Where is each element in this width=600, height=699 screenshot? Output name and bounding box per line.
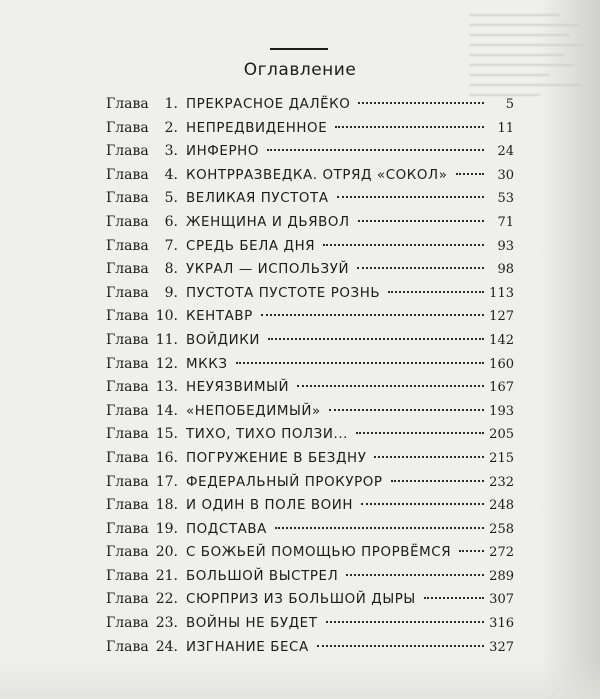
- toc-entry: [106, 591, 514, 615]
- toc-heading: Оглавление: [243, 60, 357, 80]
- toc-entry: [106, 497, 514, 521]
- dot-leader: [261, 314, 484, 316]
- chapter-word: Глава: [106, 119, 149, 136]
- chapter-page-number: 272: [489, 545, 514, 561]
- toc-entry: [106, 167, 514, 191]
- chapter-word: Глава: [106, 520, 149, 537]
- chapter-number: 12.: [155, 355, 178, 372]
- chapter-title: СРЕДЬ БЕЛА ДНЯ: [186, 238, 316, 254]
- heading-rule: [270, 48, 328, 50]
- chapter-number: 15.: [155, 426, 178, 443]
- chapter-page-number: 205: [489, 427, 514, 443]
- chapter-number: 23.: [155, 615, 178, 632]
- chapter-page-number: 193: [489, 403, 514, 419]
- chapter-title: ПУСТОТА ПУСТОТЕ РОЗНЬ: [186, 285, 381, 301]
- chapter-page-number: 53: [497, 191, 514, 207]
- chapter-word: Глава: [106, 497, 149, 514]
- chapter-title: ТИХО, ТИХО ПОЛЗИ...: [186, 427, 349, 443]
- chapter-page-number: 24: [497, 144, 514, 160]
- dot-leader: [391, 480, 484, 482]
- chapter-page-number: 232: [489, 474, 514, 490]
- dot-leader: [236, 362, 484, 364]
- chapter-number: 7.: [164, 237, 178, 254]
- chapter-word: Глава: [106, 355, 149, 372]
- chapter-word: Глава: [106, 567, 149, 584]
- toc-entry: [106, 426, 514, 450]
- chapter-title: ИЗГНАНИЕ БЕСА: [186, 639, 309, 655]
- chapter-title: ВОЙДИКИ: [186, 332, 260, 348]
- chapter-number: 19.: [155, 520, 178, 537]
- chapter-number: 8.: [164, 261, 178, 278]
- chapter-title: С БОЖЬЕЙ ПОМОЩЬЮ ПРОРВЁМСЯ: [186, 545, 452, 561]
- chapter-word: Глава: [106, 331, 149, 348]
- chapter-title: ЖЕНЩИНА И ДЬЯВОЛ: [186, 214, 350, 230]
- chapter-word: Глава: [106, 284, 149, 301]
- table-of-contents: [106, 96, 514, 662]
- chapter-page-number: 30: [497, 167, 514, 183]
- chapter-number: 9.: [164, 284, 178, 301]
- chapter-number: 22.: [155, 591, 178, 608]
- dot-leader: [329, 409, 484, 411]
- dot-leader: [388, 291, 484, 293]
- chapter-page-number: 142: [489, 332, 514, 348]
- dot-leader: [297, 385, 484, 387]
- toc-entry: [106, 615, 514, 639]
- toc-entry: [106, 190, 514, 214]
- chapter-title: КОНТРРАЗВЕДКА. ОТРЯД «СОКОЛ»: [186, 167, 448, 183]
- chapter-page-number: 307: [489, 592, 514, 608]
- chapter-number: 5.: [164, 190, 178, 207]
- dot-leader: [424, 597, 484, 599]
- toc-entry: [106, 544, 514, 568]
- toc-entry: [106, 96, 514, 120]
- chapter-title: И ОДИН В ПОЛЕ ВОИН: [186, 498, 354, 514]
- toc-entry: [106, 285, 514, 309]
- dot-leader: [337, 196, 484, 198]
- chapter-page-number: 316: [489, 616, 514, 632]
- chapter-number: 11.: [155, 331, 178, 348]
- chapter-word: Глава: [106, 143, 149, 160]
- chapter-number: 17.: [155, 473, 178, 490]
- chapter-number: 16.: [155, 449, 178, 466]
- page-bottom-shadow: [0, 659, 600, 699]
- toc-entry: [106, 356, 514, 380]
- chapter-word: Глава: [106, 615, 149, 632]
- chapter-number: 3.: [164, 143, 178, 160]
- chapter-number: 10.: [155, 308, 178, 325]
- chapter-page-number: 258: [489, 521, 514, 537]
- toc-entry: [106, 261, 514, 285]
- dot-leader: [323, 244, 484, 246]
- toc-entry: [106, 403, 514, 427]
- chapter-page-number: 5: [505, 97, 514, 112]
- chapter-word: Глава: [106, 379, 149, 396]
- chapter-title: ВОЙНЫ НЕ БУДЕТ: [186, 616, 318, 632]
- chapter-number: 4.: [164, 166, 178, 183]
- toc-entry: [106, 450, 514, 474]
- chapter-page-number: 215: [489, 450, 514, 466]
- chapter-title: ВЕЛИКАЯ ПУСТОТА: [186, 191, 329, 207]
- dot-leader: [459, 550, 484, 552]
- chapter-number: 18.: [155, 497, 178, 514]
- dot-leader: [317, 645, 484, 647]
- chapter-word: Глава: [106, 449, 149, 466]
- chapter-page-number: 11: [497, 120, 514, 136]
- chapter-title: БОЛЬШОЙ ВЫСТРЕЛ: [186, 568, 339, 584]
- chapter-word: Глава: [106, 402, 149, 419]
- dot-leader: [358, 102, 484, 104]
- chapter-title: НЕПРЕДВИДЕННОЕ: [186, 120, 328, 136]
- chapter-number: 1.: [164, 96, 178, 112]
- chapter-page-number: 289: [489, 568, 514, 584]
- chapter-page-number: 127: [489, 309, 514, 325]
- chapter-title: СЮРПРИЗ ИЗ БОЛЬШОЙ ДЫРЫ: [186, 592, 416, 608]
- chapter-title: ПОДСТАВА: [186, 521, 267, 537]
- toc-entry: [106, 639, 514, 663]
- chapter-title: ПРЕКРАСНОЕ ДАЛЁКО: [186, 97, 351, 112]
- chapter-page-number: 113: [489, 285, 514, 301]
- chapter-word: Глава: [106, 166, 149, 183]
- chapter-page-number: 327: [489, 639, 514, 655]
- chapter-number: 21.: [155, 567, 178, 584]
- chapter-number: 24.: [155, 638, 178, 655]
- toc-entry: [106, 120, 514, 144]
- chapter-number: 20.: [155, 544, 178, 561]
- toc-entry: [106, 474, 514, 498]
- dot-leader: [356, 432, 484, 434]
- chapter-page-number: 98: [497, 262, 514, 278]
- page-edge-shadow: [540, 0, 600, 699]
- chapter-title: ИНФЕРНО: [186, 144, 259, 160]
- toc-entry: [106, 568, 514, 592]
- chapter-word: Глава: [106, 190, 149, 207]
- dot-leader: [358, 220, 484, 222]
- chapter-word: Глава: [106, 261, 149, 278]
- chapter-word: Глава: [106, 473, 149, 490]
- chapter-number: 6.: [164, 213, 178, 230]
- chapter-word: Глава: [106, 638, 149, 655]
- chapter-word: Глава: [106, 308, 149, 325]
- chapter-number: 2.: [164, 119, 178, 136]
- toc-entry: [106, 332, 514, 356]
- chapter-title: ПОГРУЖЕНИЕ В БЕЗДНУ: [186, 450, 367, 466]
- dot-leader: [357, 267, 484, 269]
- toc-entry: [106, 379, 514, 403]
- dot-leader: [346, 574, 484, 576]
- dot-leader: [326, 621, 484, 623]
- toc-entry: [106, 143, 514, 167]
- chapter-word: Глава: [106, 213, 149, 230]
- dot-leader: [267, 149, 484, 151]
- chapter-number: 13.: [155, 379, 178, 396]
- chapter-word: Глава: [106, 237, 149, 254]
- toc-entry: [106, 521, 514, 545]
- chapter-word: Глава: [106, 544, 149, 561]
- toc-entry: [106, 214, 514, 238]
- toc-entry: [106, 308, 514, 332]
- chapter-number: 14.: [155, 402, 178, 419]
- chapter-title: «НЕПОБЕДИМЫЙ»: [186, 403, 321, 419]
- dot-leader: [456, 173, 485, 175]
- chapter-title: МККЗ: [186, 356, 228, 372]
- chapter-page-number: 160: [489, 356, 514, 372]
- chapter-title: УКРАЛ — ИСПОЛЬЗУЙ: [186, 262, 350, 278]
- dot-leader: [335, 126, 484, 128]
- chapter-word: Глава: [106, 591, 149, 608]
- dot-leader: [361, 503, 484, 505]
- dot-leader: [268, 338, 484, 340]
- chapter-page-number: 248: [489, 498, 514, 514]
- chapter-title: КЕНТАВР: [186, 309, 253, 325]
- chapter-word: Глава: [106, 96, 149, 112]
- chapter-title: НЕУЯЗВИМЫЙ: [186, 380, 290, 396]
- dot-leader: [275, 527, 484, 529]
- toc-entry: [106, 238, 514, 262]
- chapter-page-number: 167: [489, 380, 514, 396]
- dot-leader: [374, 456, 484, 458]
- chapter-page-number: 71: [497, 214, 514, 230]
- chapter-title: ФЕДЕРАЛЬНЫЙ ПРОКУРОР: [186, 474, 383, 490]
- chapter-word: Глава: [106, 426, 149, 443]
- chapter-page-number: 93: [497, 238, 514, 254]
